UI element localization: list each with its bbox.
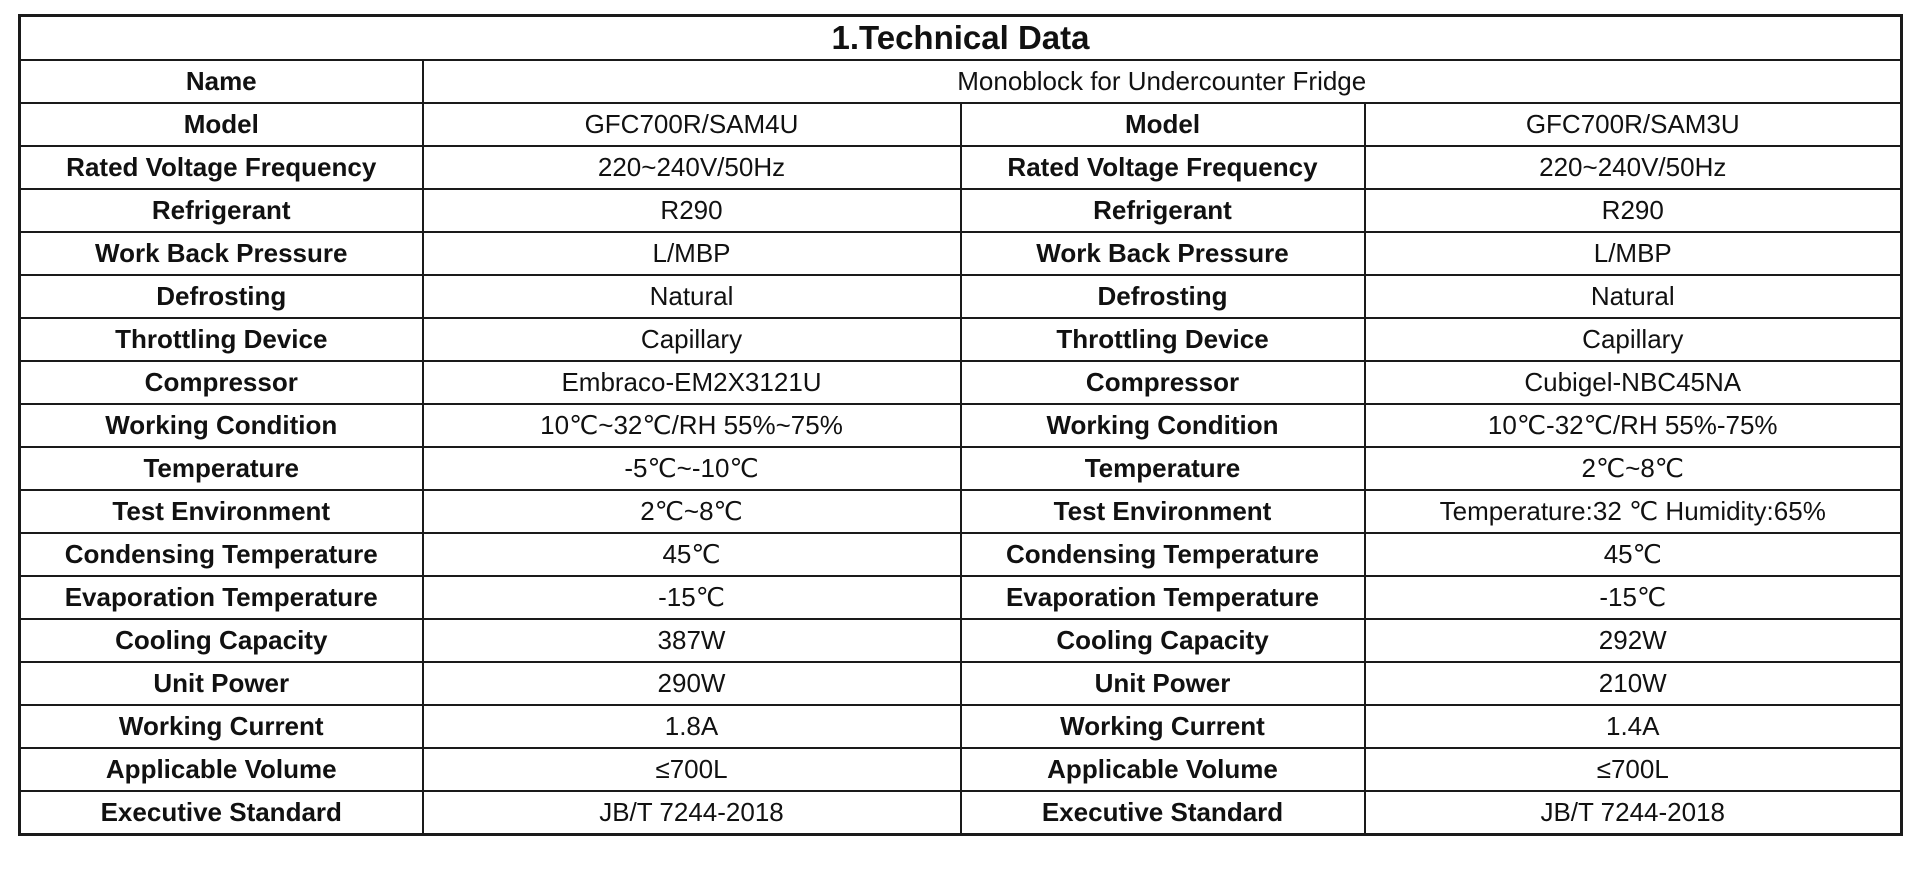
- right-label: Refrigerant: [961, 189, 1365, 232]
- left-label: Working Current: [20, 705, 423, 748]
- left-value: Capillary: [423, 318, 961, 361]
- right-value: Capillary: [1365, 318, 1902, 361]
- left-label: Work Back Pressure: [20, 232, 423, 275]
- left-value: L/MBP: [423, 232, 961, 275]
- left-label: Rated Voltage Frequency: [20, 146, 423, 189]
- left-label: Model: [20, 103, 423, 146]
- right-label: Working Condition: [961, 404, 1365, 447]
- right-label: Evaporation Temperature: [961, 576, 1365, 619]
- left-value: JB/T 7244-2018: [423, 791, 961, 835]
- table-title: 1.Technical Data: [20, 16, 1902, 61]
- right-label: Work Back Pressure: [961, 232, 1365, 275]
- right-value: 10℃-32℃/RH 55%-75%: [1365, 404, 1902, 447]
- right-label: Applicable Volume: [961, 748, 1365, 791]
- table-row: [20, 791, 1902, 835]
- left-value: -5℃~-10℃: [423, 447, 961, 490]
- table-row: [20, 189, 1902, 232]
- title-row: [20, 16, 1902, 61]
- right-label: Cooling Capacity: [961, 619, 1365, 662]
- right-value: 45℃: [1365, 533, 1902, 576]
- right-label: Throttling Device: [961, 318, 1365, 361]
- technical-data-table: [18, 14, 1903, 836]
- right-label: Compressor: [961, 361, 1365, 404]
- table-row: [20, 103, 1902, 146]
- name-value: Monoblock for Undercounter Fridge: [423, 60, 1902, 103]
- left-value: GFC700R/SAM4U: [423, 103, 961, 146]
- table-row: [20, 447, 1902, 490]
- table-row: [20, 748, 1902, 791]
- right-label: Defrosting: [961, 275, 1365, 318]
- left-value: R290: [423, 189, 961, 232]
- technical-data-sheet: [18, 14, 1900, 836]
- table-row: [20, 318, 1902, 361]
- right-label: Rated Voltage Frequency: [961, 146, 1365, 189]
- left-value: -15℃: [423, 576, 961, 619]
- table-row: [20, 533, 1902, 576]
- table-row: [20, 275, 1902, 318]
- right-value: Temperature:32 ℃ Humidity:65%: [1365, 490, 1902, 533]
- right-value: 210W: [1365, 662, 1902, 705]
- left-label: Compressor: [20, 361, 423, 404]
- left-value: 2℃~8℃: [423, 490, 961, 533]
- right-label: Unit Power: [961, 662, 1365, 705]
- left-value: ≤700L: [423, 748, 961, 791]
- left-label: Temperature: [20, 447, 423, 490]
- right-value: 2℃~8℃: [1365, 447, 1902, 490]
- table-row: [20, 404, 1902, 447]
- right-value: Natural: [1365, 275, 1902, 318]
- left-label: Working Condition: [20, 404, 423, 447]
- name-row: [20, 60, 1902, 103]
- table-row: [20, 576, 1902, 619]
- right-value: 1.4A: [1365, 705, 1902, 748]
- left-value: Natural: [423, 275, 961, 318]
- table-row: [20, 662, 1902, 705]
- table-row: [20, 619, 1902, 662]
- left-label: Applicable Volume: [20, 748, 423, 791]
- right-value: L/MBP: [1365, 232, 1902, 275]
- right-label: Condensing Temperature: [961, 533, 1365, 576]
- left-label: Unit Power: [20, 662, 423, 705]
- left-value: 387W: [423, 619, 961, 662]
- table-body: [20, 60, 1902, 835]
- left-label: Executive Standard: [20, 791, 423, 835]
- left-label: Throttling Device: [20, 318, 423, 361]
- name-label: Name: [20, 60, 423, 103]
- right-value: -15℃: [1365, 576, 1902, 619]
- right-label: Model: [961, 103, 1365, 146]
- right-value: 220~240V/50Hz: [1365, 146, 1902, 189]
- table-row: [20, 361, 1902, 404]
- right-label: Working Current: [961, 705, 1365, 748]
- left-value: 45℃: [423, 533, 961, 576]
- left-value: Embraco-EM2X3121U: [423, 361, 961, 404]
- left-label: Evaporation Temperature: [20, 576, 423, 619]
- left-label: Condensing Temperature: [20, 533, 423, 576]
- left-value: 10℃~32℃/RH 55%~75%: [423, 404, 961, 447]
- right-label: Executive Standard: [961, 791, 1365, 835]
- table-row: [20, 490, 1902, 533]
- left-value: 1.8A: [423, 705, 961, 748]
- right-value: 292W: [1365, 619, 1902, 662]
- left-label: Test Environment: [20, 490, 423, 533]
- left-label: Refrigerant: [20, 189, 423, 232]
- right-value: Cubigel-NBC45NA: [1365, 361, 1902, 404]
- right-label: Test Environment: [961, 490, 1365, 533]
- table-row: [20, 146, 1902, 189]
- right-value: GFC700R/SAM3U: [1365, 103, 1902, 146]
- left-value: 220~240V/50Hz: [423, 146, 961, 189]
- right-value: ≤700L: [1365, 748, 1902, 791]
- left-label: Defrosting: [20, 275, 423, 318]
- right-value: R290: [1365, 189, 1902, 232]
- table-row: [20, 232, 1902, 275]
- right-value: JB/T 7244-2018: [1365, 791, 1902, 835]
- left-label: Cooling Capacity: [20, 619, 423, 662]
- left-value: 290W: [423, 662, 961, 705]
- right-label: Temperature: [961, 447, 1365, 490]
- table-row: [20, 705, 1902, 748]
